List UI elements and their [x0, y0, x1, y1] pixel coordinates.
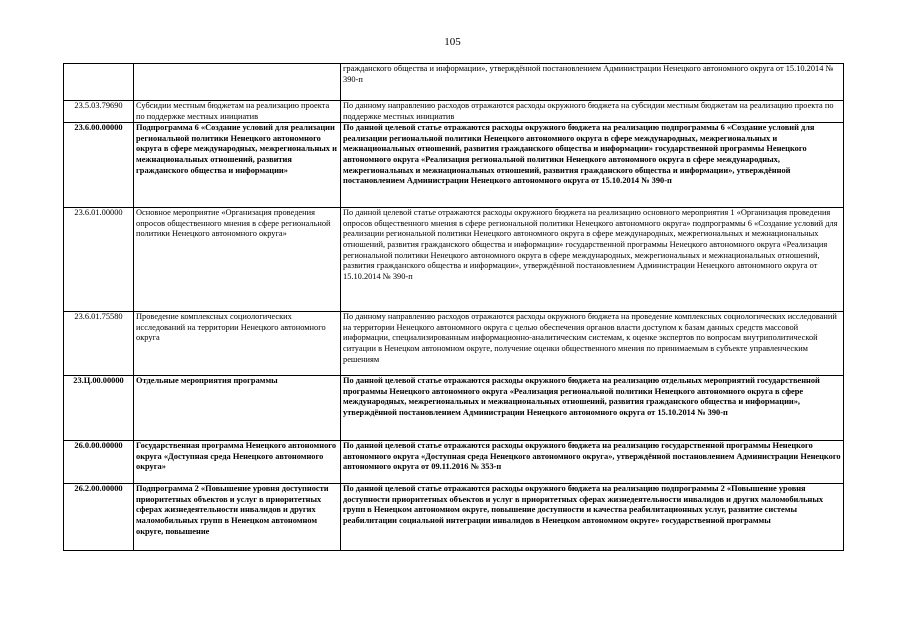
code-cell: 26.0.00.00000	[64, 441, 134, 484]
description-cell: гражданского общества и информации», утверждённой постановлением Администрации Ненецкого автономного округа от 15.10.2014 № 390-п	[341, 64, 844, 101]
table-row	[64, 441, 844, 484]
name-cell: Государственная программа Ненецкого автономного округа «Доступная среда Ненецкого автономного округа»	[134, 441, 341, 484]
description-cell: По данной целевой статье отражаются расходы окружного бюджета на реализацию основного мероприятия 1 «Организация проведения опросов общественного мнения в сфере региональной политики Ненецкого автономного округа» подпрограммы 6 «Создание условий для реализации региональной политики Ненецкого автономного округа в сфере международных, межрегиональных и межнациональных отношений, развития гражданского общества и информации» государственной программы Ненецкого автономного округа «Реализация региональной политики Ненецкого автономного округа в сфере международных, межрегиональных и межнациональных отношений, развития гражданского общества и информации», утверждённой постановлением Администрации Ненецкого автономного округа от 15.10.2014 № 390-п	[341, 208, 844, 312]
code-cell: 23.6.01.75580	[64, 312, 134, 376]
code-cell: 26.2.00.00000	[64, 484, 134, 551]
code-cell: 23.Ц.00.00000	[64, 376, 134, 441]
table-row	[64, 64, 844, 101]
table-row	[64, 101, 844, 123]
table-row	[64, 208, 844, 312]
name-cell: Основное мероприятие «Организация проведения опросов общественного мнения в сфере региональной политики Ненецкого автономного округа»	[134, 208, 341, 312]
description-cell: По данному направлению расходов отражаются расходы окружного бюджета на субсидии местным бюджетам на реализацию проекта по поддержке местных инициатив	[341, 101, 844, 123]
name-cell: Подпрограмма 6 «Создание условий для реализации региональной политики Ненецкого автономного округа в сфере международных, межрегиональных и межнациональных отношений, развития гражданского общества и информации»	[134, 123, 341, 208]
table-row	[64, 312, 844, 376]
code-cell: 23.6.01.00000	[64, 208, 134, 312]
description-cell: По данной целевой статье отражаются расходы окружного бюджета на реализацию государственной программы Ненецкого автономного округа «Доступная среда Ненецкого автономного округа», утверждённой постановлением Администрации Ненецкого автономного округа от 09.11.2016 № 353-п	[341, 441, 844, 484]
page-number: 105	[444, 36, 461, 48]
code-cell: 23.5.03.79690	[64, 101, 134, 123]
name-cell	[134, 64, 341, 101]
name-cell: Подпрограмма 2 «Повышение уровня доступности приоритетных объектов и услуг в приоритетных сферах жизнедеятельности инвалидов и других маломобильных групп в Ненецком автономном округе, повышение	[134, 484, 341, 551]
description-cell: По данной целевой статье отражаются расходы окружного бюджета на реализацию подпрограммы 6 «Создание условий для реализации региональной политики Ненецкого автономного округа в сфере международных, межрегиональных и межнациональных отношений, развития гражданского общества и информации» государственной программы Ненецкого автономного округа «Реализация региональной политики Ненецкого автономного округа в сфере международных, межрегиональных и межнациональных отношений, развития гражданского общества и информации», утверждённой постановлением Администрации Ненецкого автономного округа от 15.10.2014 № 390-п	[341, 123, 844, 208]
table-row	[64, 376, 844, 441]
budget-classification-table	[63, 63, 844, 551]
code-cell: 23.6.00.00000	[64, 123, 134, 208]
name-cell: Субсидии местным бюджетам на реализацию проекта по поддержке местных инициатив	[134, 101, 341, 123]
description-cell: По данной целевой статье отражаются расходы окружного бюджета на реализацию подпрограммы 2 «Повышение уровня доступности приоритетных объектов и услуг в приоритетных сферах жизнедеятельности инвалидов и других маломобильных групп в Ненецком автономном округе, повышение доступности и качества реабилитационных услуг, развитие системы реабилитации социальной интеграции инвалидов в Ненецком автономном округе» государственной программы	[341, 484, 844, 551]
description-cell: По данному направлению расходов отражаются расходы окружного бюджета на проведение комплексных социологических исследований на территории Ненецкого автономного округа с целью обеспечения органов власти доступом к базам данных средств массовой информации, специализированным информационно-аналитическим системам, к оценке экспертов по вопросам внутриполитической ситуации в Ненецком автономном округе, получение оценки общественного мнения по принимаемым в субъекте управленческим решениям	[341, 312, 844, 376]
table-row	[64, 484, 844, 551]
table-row	[64, 123, 844, 208]
name-cell: Проведение комплексных социологических исследований на территории Ненецкого автономного округа	[134, 312, 341, 376]
description-cell: По данной целевой статье отражаются расходы окружного бюджета на реализацию отдельных мероприятий государственной программы Ненецкого автономного округа «Реализация региональной политики Ненецкого автономного округа в сфере международных, межрегиональных и межнациональных отношений, развития гражданского общества и информации», утверждённой постановлением Администрации Ненецкого автономного округа от 15.10.2014 № 390-п	[341, 376, 844, 441]
code-cell	[64, 64, 134, 101]
name-cell: Отдельные мероприятия программы	[134, 376, 341, 441]
